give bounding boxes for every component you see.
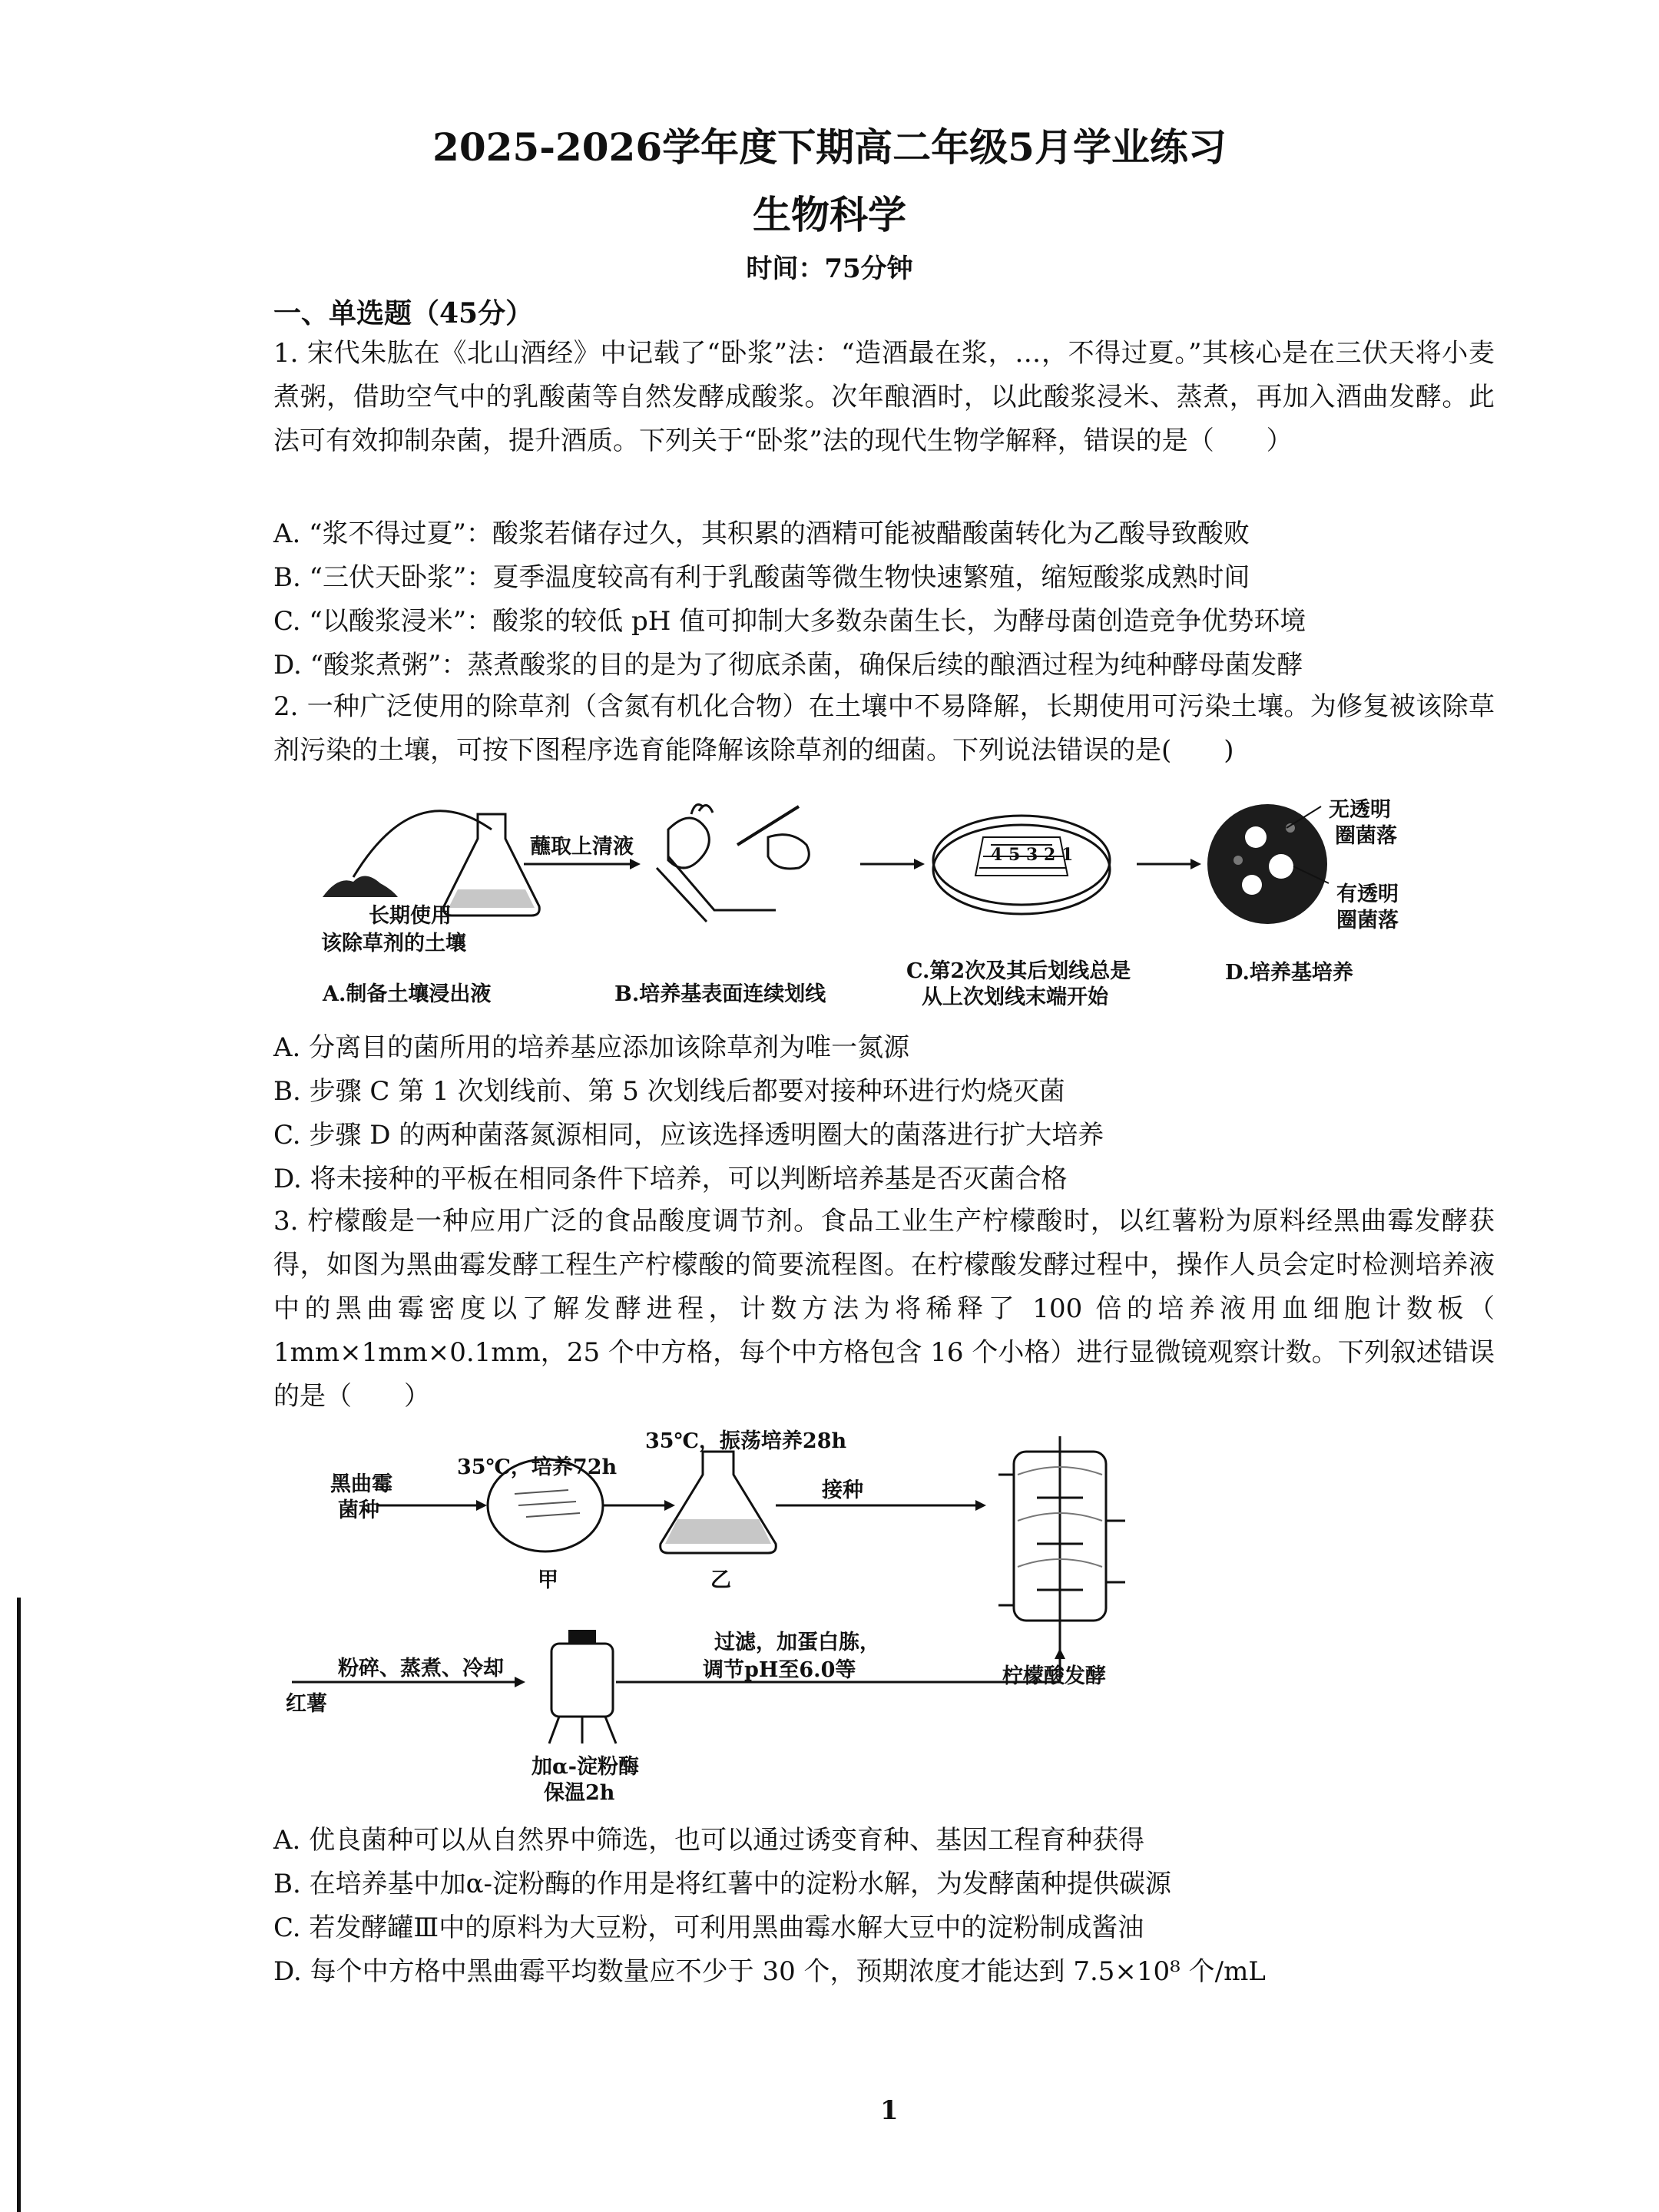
colony-halo [1245, 826, 1267, 848]
arrow-1-head [630, 859, 641, 869]
filter-label-2: 调节pH至6.0等 [703, 1658, 856, 1682]
q3-stem: 3. 柠檬酸是一种应用广泛的食品酸度调节剂。食品工业生产柠檬酸时，以红薯粉为原料经黑曲霉发酵获得，如图为黑曲霉发酵工程生产柠檬酸的简要流程图。在柠檬酸发酵过程中，操作人员会定时检测培养液中的黑曲霉密度以了解发酵进程，计数方法为将稀释了 100 倍的培养液用血细胞计数板（ 1mm×1mm×0.1mm，25 个中方格，每个中方格包含 16 个小格）进行显微镜观察计数。下列叙述错误的是（ ） [273, 1206, 1495, 1412]
q1-option-d: D. “酸浆煮粥”：蒸煮酸浆的目的是为了彻底杀菌，确保后续的酿酒过程为纯种酵母菌发酵 [273, 650, 1303, 680]
q1-option-a: A. “浆不得过夏”：酸浆若储存过久，其积累的酒精可能被醋酸菌转化为乙酸导致酸败 [273, 518, 1250, 549]
colony-plate-icon [1207, 804, 1327, 924]
time-limit: 时间：75分钟 [746, 253, 913, 284]
filter-label-1: 过滤，加蛋白胨， [714, 1631, 880, 1654]
caption-c-1: C.第2次及其后划线总是 [906, 959, 1131, 983]
q1-option-b: B. “三伏天卧浆”：夏季温度较高有利于乳酸菌等微生物快速繁殖，缩短酸浆成熟时间 [273, 562, 1250, 593]
halo-label-1: 有透明 [1336, 882, 1399, 906]
no-halo-label-2: 圈菌落 [1335, 824, 1397, 848]
raw-material-label: 红薯 [286, 1692, 327, 1716]
label-yi: 乙 [710, 1568, 731, 1592]
enzyme-label-2: 保温2h [544, 1781, 615, 1805]
strain-label-2: 菌种 [338, 1498, 379, 1522]
caption-a: A.制备土壤浸出液 [323, 982, 492, 1006]
q1-stem: 1. 宋代朱肱在《北山酒经》中记载了“卧浆”法：“造酒最在浆，…，不得过夏。”其核心是在三伏天将小麦煮粥，借助空气中的乳酸菌等自然发酵成酸浆。次年酿酒时，以此酸浆浸米、蒸煮，再加入酒曲发酵。此法可有效抑制杂菌，提升酒质。下列关于“卧浆”法的现代生物学解释，错误的是（ ） [273, 338, 1495, 456]
q2-option-a: A. 分离目的菌所用的培养基应添加该除草剂为唯一氮源 [273, 1032, 910, 1063]
step1-label: 35℃，培养72h [457, 1455, 618, 1479]
fermenter-icon [998, 1436, 1125, 1651]
streaking-hands-icon [657, 805, 809, 922]
subject-title: 生物科学 [753, 192, 906, 237]
caption-b: B.培养基表面连续划线 [614, 982, 826, 1006]
section-heading: 一、单选题（45分） [273, 297, 534, 329]
inoculate-label: 接种 [822, 1479, 863, 1502]
q2-option-d: D. 将未接种的平板在相同条件下培养，可以判断培养基是否灭菌合格 [273, 1164, 1068, 1194]
q2-figure [307, 783, 1505, 1022]
q2-option-c: C. 步骤 D 的两种菌落氮源相同，应该选择透明圈大的菌落进行扩大培养 [273, 1120, 1104, 1151]
q3-option-b: B. 在培养基中加α-淀粉酶的作用是将红薯中的淀粉水解，为发酵菌种提供碳源 [273, 1869, 1172, 1899]
fermentation-label: 柠檬酸发酵 [1002, 1664, 1106, 1688]
scan-edge-line [17, 1598, 21, 2212]
exam-title: 2025-2026学年度下期高二年级5月学业练习 [432, 124, 1227, 170]
halo-label-2: 圈菌落 [1336, 909, 1399, 932]
q3-figure-drawing [284, 1429, 1467, 1797]
soil-pile-icon [323, 876, 398, 897]
label-jia: 甲 [538, 1568, 558, 1592]
q3-option-c: C. 若发酵罐Ⅲ中的原料为大豆粉，可利用黑曲霉水解大豆中的淀粉制成酱油 [273, 1912, 1144, 1943]
page-number: 1 [880, 2095, 899, 2126]
caption-d: D.培养基培养 [1225, 961, 1353, 985]
flask-liquid [449, 889, 535, 908]
soil-label-1: 长期使用 [369, 904, 452, 928]
step2-label: 35℃，振荡培养28h [645, 1429, 847, 1453]
arrow-2-head [914, 859, 925, 869]
arrow-3-head [1190, 859, 1201, 869]
strain-label-1: 黑曲霉 [330, 1472, 392, 1496]
caption-c-2: 从上次划线末端开始 [922, 985, 1108, 1009]
no-halo-label-1: 无透明 [1329, 798, 1391, 822]
q2-option-b: B. 步骤 C 第 1 次划线前、第 5 次划线后都要对接种环进行灼烧灭菌 [273, 1076, 1065, 1107]
q3-figure [284, 1429, 1467, 1805]
q3-option-a: A. 优良菌种可以从自然界中筛选，也可以通过诱变育种、基因工程育种获得 [273, 1825, 1145, 1856]
process-label: 粉碎、蒸煮、冷却 [338, 1657, 504, 1681]
plate-numbers: 4 5 3 2 1 [991, 845, 1074, 865]
q3-option-d: D. 每个中方格中黑曲霉平均数量应不少于 30 个，预期浓度才能达到 7.5×10⁸ 个/mL [273, 1956, 1266, 1987]
arrow-label-supernatant: 蘸取上清液 [530, 835, 634, 859]
enzyme-label-1: 加α-淀粉酶 [531, 1755, 639, 1779]
transfer-arc [353, 811, 492, 877]
hydrolysis-tank-icon [549, 1630, 616, 1743]
q1-option-c: C. “以酸浆浸米”：酸浆的较低 pH 值可抑制大多数杂菌生长，为酵母菌创造竞争优势环境 [273, 606, 1306, 637]
soil-label-2: 该除草剂的土壤 [321, 932, 466, 955]
q2-stem: 2. 一种广泛使用的除草剂（含氮有机化合物）在土壤中不易降解，长期使用可污染土壤。为修复被该除草剂污染的土壤，可按下图程序选育能降解该除草剂的细菌。下列说法错误的是( ) [273, 691, 1495, 766]
